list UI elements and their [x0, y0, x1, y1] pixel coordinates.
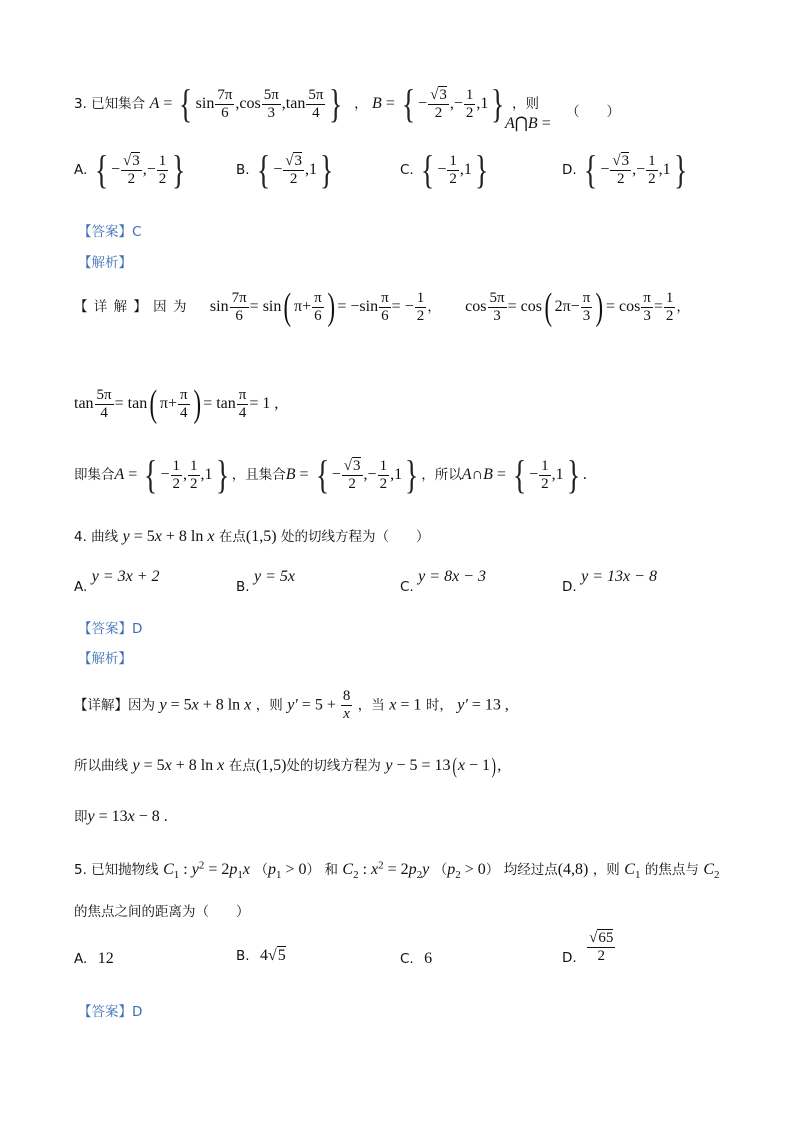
set-b-def: B — [372, 95, 382, 112]
q4-option-d: D. y = 13x − 8 — [562, 568, 657, 595]
q5-option-c: C. 6 — [400, 950, 433, 967]
q5-stem-line2: 的焦点之间的距离为（ ） — [74, 904, 250, 920]
q4-option-c: C. y = 8x − 3 — [400, 568, 486, 595]
q3-detail-line3: 即集合A = { − $\frac{1}{2}$ , $\frac{1}{2}$ ,1} ，且集合B = { − $\frac{√3}{2}$ ,− $\frac{1}{2}$ ,1} ，所以A∩B = { − $\frac{1}{2}$ ,1} . — [74, 452, 587, 497]
q3-option-c: C. { − $\frac{1}{2}$ ,1} — [400, 147, 489, 192]
q4-detail-line2: 所以曲线 y = 5x + 8 ln x 在点(1,5)处的切线方程为 y − 5 = 13(x − 1), — [74, 753, 502, 778]
set-a-def: A — [149, 95, 160, 112]
q3-number: 3. 已知集合 — [74, 96, 146, 112]
q3-option-b: B. { − $\frac{√3}{2}$ ,1} — [236, 147, 334, 192]
q3-intersection: A⋂B = — [505, 115, 551, 132]
q3-answer: 【答案】C — [78, 224, 142, 240]
q3-blank: （ ） — [566, 104, 620, 120]
q3-stem: 3. 已知集合 A = { sin $\frac{7\pi}{6}$ ,cos $\frac{5\pi}{3}$ ,tan $\frac{5\pi}{4}$ } ， B = { − $\frac{√3}{2}$ ,− $\frac{1}{2}$ ,1} ，则 — [74, 81, 539, 126]
q3-option-d: D. { − $\frac{√3}{2}$ ,− $\frac{1}{2}$ ,1} — [562, 147, 687, 192]
q4-detail-line3: 即y = 13x − 8 . — [74, 808, 168, 825]
q4-answer: 【答案】D — [78, 621, 143, 637]
q4-stem: 4. 曲线 y = 5x + 8 ln x 在点(1,5) 处的切线方程为（ ） — [74, 528, 430, 545]
q3-detail-line1: 【 详 解 】 因 为 sin $\frac{7\pi}{6}$ = sin( π+ $\frac{\pi}{6}$ ) = −sin $\frac{\pi}{6}$ = − $\frac{1}{2}$ ， cos $\frac{5\pi}{3}$ = cos( 2π− $\frac{\pi}{3}$ ) = cos $\frac{\pi}{3}$ = $\frac{1}{2}$ ， — [74, 286, 690, 328]
q3-detail-line2: tan $\frac{5\pi}{4}$ = tan( π+ $\frac{\pi}{4}$ ) = tan $\frac{\pi}{4}$ = 1 , — [74, 383, 279, 425]
q5-option-d: D. $\frac{√65}{2}$ — [562, 930, 614, 966]
q5-option-b: B. 4√5 — [236, 947, 286, 964]
q4-detail-line1: 【详解】因为 y = 5x + 8 ln x ，则 y′ = 5 + $\frac{8}{x}$ ，当 x = 1 时， y′ = 13 , — [74, 688, 509, 722]
q5-option-a: A. 12 — [74, 950, 114, 967]
q4-analysis-tag: 【解析】 — [78, 651, 132, 667]
q4-option-b: B. y = 5x — [236, 568, 296, 595]
q3-option-a: A. { − $\frac{√3}{2}$ ,− $\frac{1}{2}$ } — [74, 147, 186, 192]
q5-answer: 【答案】D — [78, 1004, 143, 1020]
q5-stem-line1: 5. 已知抛物线 $C_1$ : $y^2 = 2p_1x$ $(p_1 > 0)$ 和 $C_2$ : $x^2 = 2p_2y$ $(p_2 > 0)$ 均经过点(4,8) ，则 $C_1$ 的焦点与 $C_2$ — [74, 859, 720, 881]
q3-analysis-tag: 【解析】 — [78, 255, 132, 271]
q4-option-a: A. y = 3x + 2 — [74, 568, 160, 595]
